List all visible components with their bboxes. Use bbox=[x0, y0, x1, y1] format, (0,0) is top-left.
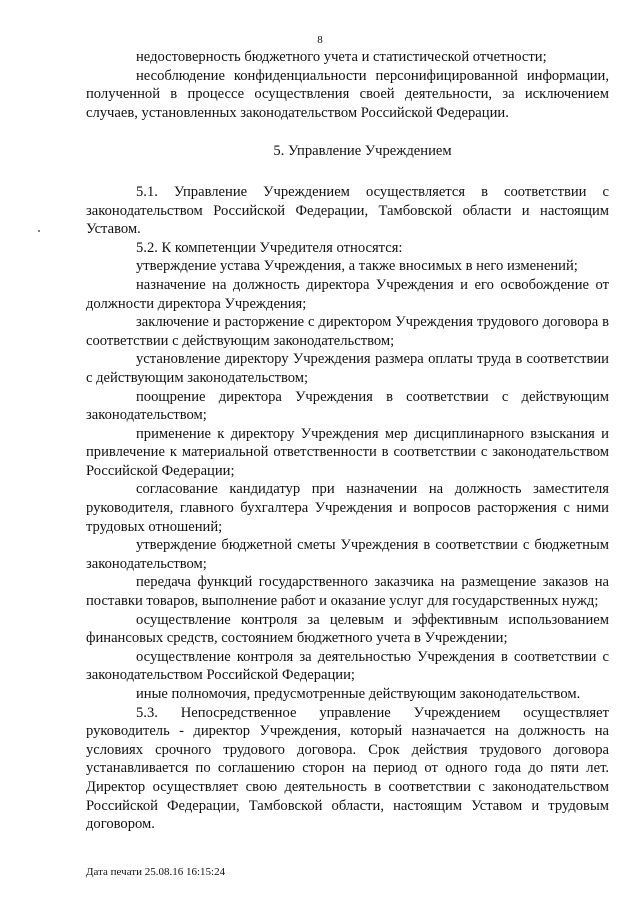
list-item: передача функций государственного заказчика на размещение заказов на поставки товаров, выполнение работ и оказание услуг для государственных нужд; bbox=[86, 574, 609, 610]
list-item: установление директору Учреждения размера оплаты труда в соответствии с действующим законодательством; bbox=[86, 351, 609, 386]
paragraph: 5.3. Непосредственное управление Учреждением осуществляет руководитель - директор Учреждения, который назначается на должность на условиях срочного трудового договора. Срок действия трудового договора устанавливается по соглашению сторон на период от одного года до пяти лет. Директор осуществляет свою деятельность в соответствии с законодательством Российской Федерации, Тамбовской области, настоящим Уставом и трудовым договором. bbox=[86, 704, 609, 833]
list-item: утверждение бюджетной сметы Учреждения в соответствии с бюджетным законодательством; bbox=[86, 537, 609, 572]
list-item: утверждение устава Учреждения, а также вносимых в него изменений; bbox=[136, 258, 578, 275]
print-date-footer: Дата печати 25.08.16 16:15:24 bbox=[86, 866, 226, 878]
list-item: поощрение директора Учреждения в соответствии с действующим законодательством; bbox=[86, 388, 609, 424]
list-item: согласование кандидатур при назначении на должность заместителя руководителя, главного бухгалтера Учреждения и вопросов расторжения с ними трудовых отношений; bbox=[86, 481, 609, 535]
list-item: осуществление контроля за целевым и эффективным использованием финансовых средств, состоянием бюджетного учета в Учреждении; bbox=[86, 611, 609, 647]
paragraph: 5.2. К компетенции Учредителя относятся: bbox=[136, 239, 403, 256]
list-item: применение к директору Учреждения мер дисциплинарного взыскания и привлечение к материальной ответственности в соответствии с законодательством Российской Федерации; bbox=[86, 425, 609, 479]
list-item: иные полномочия, предусмотренные действующим законодательством. bbox=[136, 686, 581, 702]
list-item: назначение на должность директора Учреждения и его освобождение от должности директора Учреждения; bbox=[86, 276, 609, 312]
paragraph: несоблюдение конфиденциальности персонифицированной информации, полученной в процессе осуществления своей деятельности, за исключением случаев, установленных законодательством Российской Федерации. bbox=[86, 67, 609, 121]
paragraph: 5.1. Управление Учреждением осуществляется в соответствии с законодательством Российской Федерации, Тамбовской области и настоящим Уставом. bbox=[86, 183, 609, 238]
list-item: осуществление контроля за деятельностью Учреждения в соответствии с законодательством Российской Федерации; bbox=[86, 648, 609, 684]
section-heading: 5. Управление Учреждением bbox=[273, 143, 452, 160]
paragraph: недостоверность бюджетного учета и статистической отчетности; bbox=[136, 49, 547, 65]
scan-mark bbox=[38, 230, 40, 232]
list-item: заключение и расторжение с директором Учреждения трудового договора в соответствии с действующим законодательством; bbox=[86, 314, 609, 349]
page-number: 8 bbox=[317, 34, 323, 46]
document-body bbox=[86, 48, 609, 834]
